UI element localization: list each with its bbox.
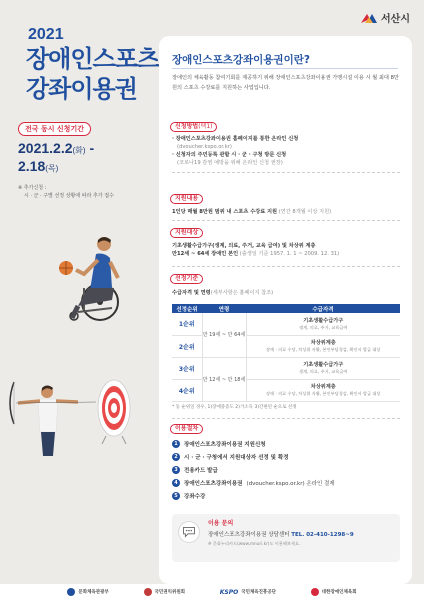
- step-text: 전용카드 발급: [184, 468, 218, 474]
- sponsor-name: 문화체육관광부: [78, 590, 109, 595]
- method-details: [172, 135, 400, 167]
- section-label-method: 신청방법(택1): [170, 122, 217, 132]
- target-line-2: 만12세 ~ 64세 장애인 본인 (출생일 기준 1957. 1. 1 ~ 2009. 12. 31): [172, 251, 340, 257]
- contact-sub-note: ※ 문화누리카드(www.mnuri.kr)도 이용해보세요.: [208, 541, 301, 546]
- step-text: 시 · 군 · 구청에서 지원대상자 선정 및 확정: [184, 455, 289, 461]
- sponsor-logo: [144, 588, 185, 596]
- period-start-date: 2021.2.2: [18, 140, 73, 156]
- period-end-date: 2.18: [18, 158, 46, 174]
- age-cell: 만 19세 ~ 만 64세: [202, 313, 246, 357]
- title-line-1: 장애인스포츠: [26, 45, 160, 73]
- divider: [172, 172, 400, 173]
- method-item-online: · 장애인스포츠강좌이용권 홈페이지를 통한 온라인 신청: [172, 136, 299, 142]
- table-row: [172, 313, 400, 335]
- age-cell: 만 12세 ~ 만 18세: [202, 357, 246, 401]
- sponsor-name: 국민권익위원회: [154, 590, 186, 595]
- section-label-target: 지원대상: [170, 228, 203, 238]
- step-item: [172, 453, 289, 461]
- table-header-qualification: 수급자격: [246, 304, 400, 313]
- program-year: 2021: [28, 26, 64, 43]
- step-item: [172, 492, 205, 500]
- seosan-logo-icon: [360, 11, 378, 25]
- step-item: [172, 440, 266, 448]
- seosan-logo: [360, 10, 410, 25]
- sponsor-logo: [220, 589, 276, 596]
- table-header-age: 연령: [202, 304, 246, 313]
- extra-note-label: ※ 추가신청 :: [18, 185, 47, 191]
- period-end: [18, 158, 58, 174]
- page-title: [26, 44, 159, 104]
- chat-bubble-icon: [178, 521, 200, 543]
- intro-text: 장애인의 체육활동 참여기회를 제공하기 위해 장애인스포츠강좌이용권 가맹시설 이용 시 월 최대 8만원의 스포츠 수강료를 지원하는 사업입니다.: [172, 75, 399, 91]
- divider: [172, 220, 400, 221]
- kspo-logo-icon: KSPO: [219, 588, 239, 596]
- archery-target-icon: [84, 378, 144, 444]
- criteria-note: * 동 순위일 경우, 1)장애중증도 2)거소득 3)간편된 순으로 선정: [172, 405, 297, 410]
- section-label-criteria: 선정기준: [170, 274, 203, 284]
- support-details: [172, 208, 400, 216]
- divider: [172, 266, 400, 267]
- qualification-cell: 기초생활수급가구 생계, 의료, 주거, 교육급여: [246, 357, 400, 379]
- divider: [172, 68, 398, 69]
- sponsor-emblem-icon: [311, 588, 319, 596]
- contact-center: 장애인스포츠강좌이용권 상담센터: [208, 532, 290, 538]
- support-sub: (연간 8개월 이상 지원): [278, 209, 332, 215]
- method-online-url: (dvoucher.kspo.or.kr): [177, 144, 232, 150]
- rank-cell: 4순위: [172, 379, 202, 401]
- period-start-day: (화): [72, 146, 86, 155]
- period-end-day: (목): [45, 164, 59, 173]
- step-text: 강좌수강: [184, 494, 206, 500]
- qualification-cell: 기초생활수급가구 생계, 의료, 주거, 교육급여: [246, 313, 400, 335]
- step-number: 5: [172, 492, 180, 500]
- step-item: [172, 479, 335, 487]
- sponsor-logo: [67, 588, 108, 596]
- contact-box: [172, 514, 400, 562]
- table-row: [172, 357, 400, 379]
- criteria-sub-label: 수급자격 및 연령(세부사항은 홈페이지 참조): [172, 290, 274, 296]
- sponsor-emblem-icon: [144, 588, 152, 596]
- qualification-cell: 차상위계층 장애 · 의료 수당, 차상위 자활, 본인부담경감, 확인서 발급 대상: [246, 335, 400, 357]
- logo-text: 서산시: [381, 14, 410, 25]
- step-text: 장애인스포츠강좌이용권: [184, 481, 243, 487]
- support-text: 1인당 매월 8만원 범위 내 스포츠 수강료 지원: [172, 209, 278, 215]
- step-url: (dvoucher.kspo.or.kr) 온라인 결제: [246, 481, 335, 487]
- contact-label: 이용 문의: [208, 520, 234, 527]
- sponsor-emblem-icon: [67, 588, 75, 596]
- step-text: 장애인스포츠강좌이용권 지원신청: [184, 442, 266, 448]
- section-label-support: 지원내용: [170, 194, 203, 204]
- period-start: 2021.2.2(화) -: [18, 140, 95, 156]
- title-line-2: 강좌이용권: [26, 75, 137, 103]
- rank-cell: 3순위: [172, 357, 202, 379]
- step-item: [172, 466, 218, 474]
- step-number: 4: [172, 479, 180, 487]
- intro-question: 장애인스포츠강좌이용권이란?: [172, 54, 310, 66]
- period-badge: 전국 동시 신청기간: [18, 122, 91, 136]
- selection-criteria-table: [172, 304, 400, 402]
- method-item-visit: · 신청자의 주민등록 관할 시 · 군 · 구청 방문 신청: [172, 152, 287, 158]
- sponsor-name: 국민체육진흥공단: [241, 590, 277, 595]
- sponsor-logo: [311, 588, 357, 596]
- divider: [172, 418, 400, 419]
- rank-cell: 2순위: [172, 335, 202, 357]
- section-label-steps: 이용절차: [170, 424, 203, 434]
- step-number: 1: [172, 440, 180, 448]
- target-line-1: 기초생활수급가구(생계, 의료, 주거, 교육 급여) 및 차상위 계층: [172, 243, 316, 249]
- table-header-rank: 선정순위: [172, 304, 202, 313]
- target-details: [172, 242, 400, 258]
- step-number: 2: [172, 453, 180, 461]
- step-number: 3: [172, 466, 180, 474]
- contact-phone[interactable]: TEL. 02-410-1298~9: [291, 532, 354, 538]
- rank-cell: 1순위: [172, 313, 202, 335]
- contact-main: [208, 530, 354, 538]
- qualification-cell: 차상위계층 장애 · 의료 수당, 차상위 자활, 본인부담경감, 확인서 발급 대상: [246, 379, 400, 401]
- method-visit-note: (코로나19 감염 예방을 위해 온라인 신청 권장): [177, 160, 283, 166]
- sponsor-footer: [0, 584, 424, 600]
- sponsor-name: 대한장애인체육회: [321, 590, 357, 595]
- extra-note-text: 시 · 군 · 구별 선정 상황에 따라 추가 접수: [24, 193, 114, 199]
